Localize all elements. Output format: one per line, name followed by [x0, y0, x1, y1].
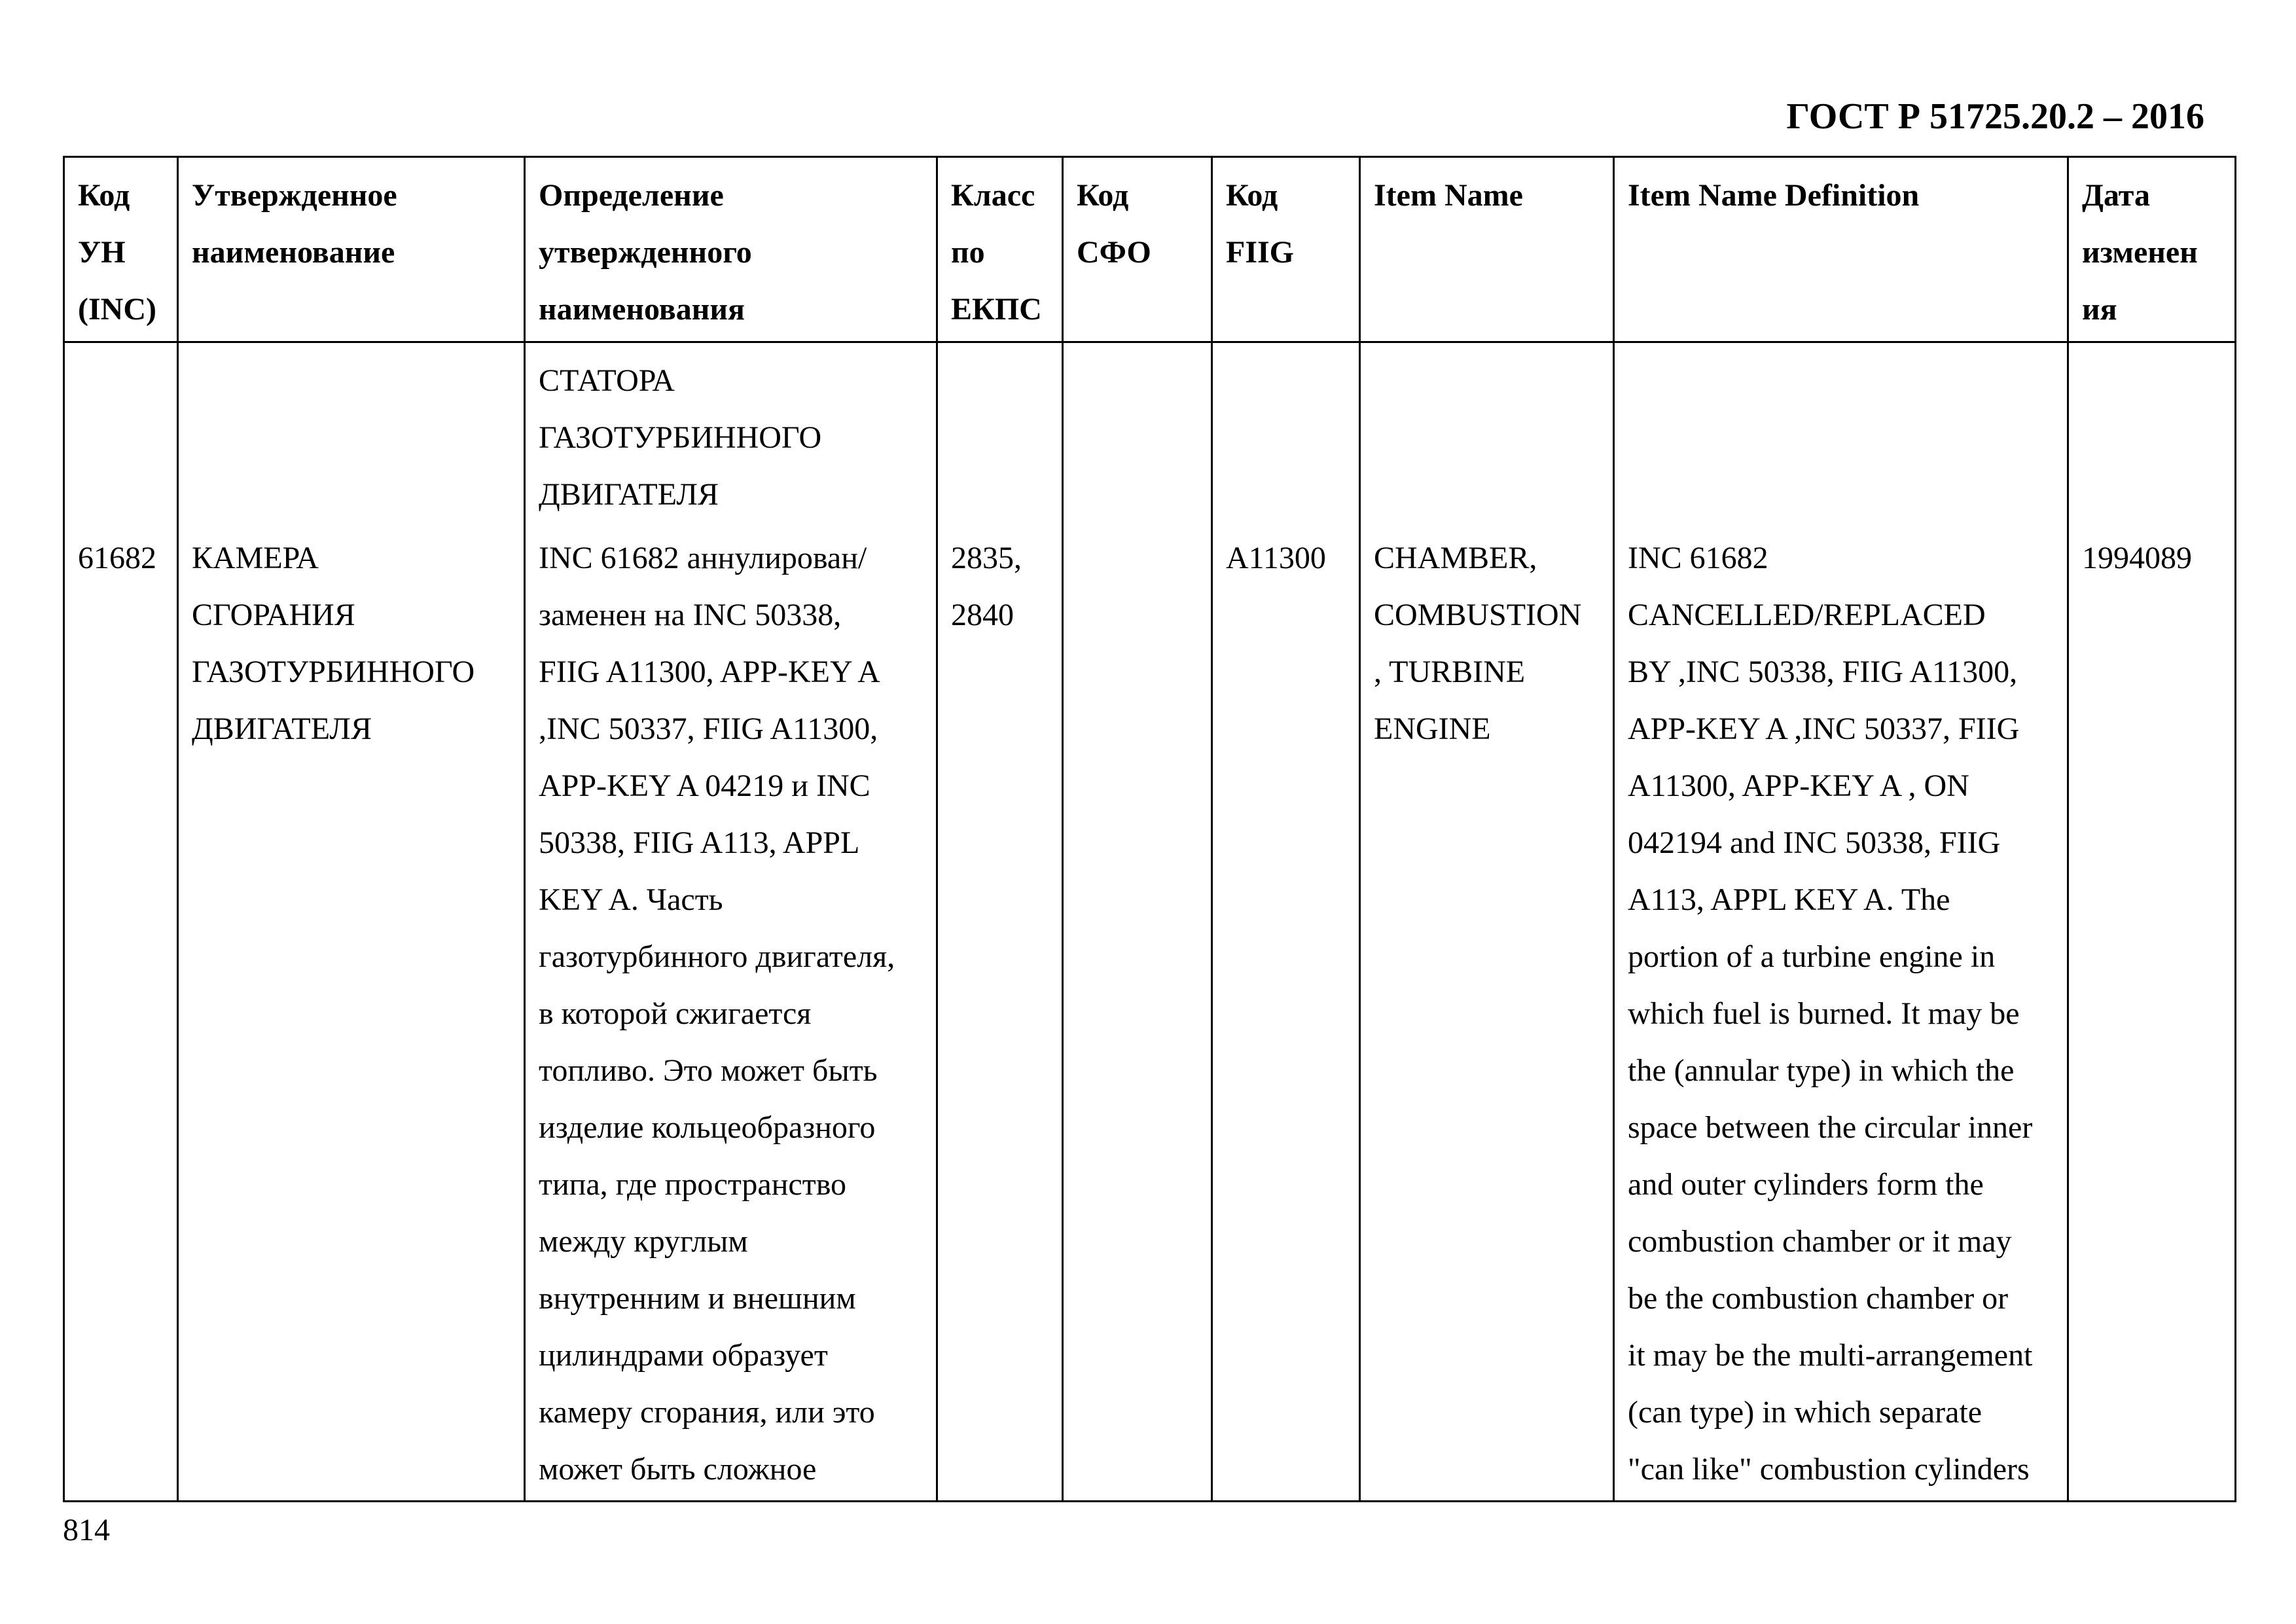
cell-item-name: CHAMBER, COMBUSTION , TURBINE ENGINE [1360, 523, 1614, 1502]
column-header-class: Класс по ЕКПС [937, 157, 1063, 342]
cell-item-name [1360, 342, 1614, 524]
cell-fiig: A11300 [1212, 523, 1360, 1502]
cell-sfo [1063, 342, 1212, 524]
column-header-inc: Код УН (INC) [64, 157, 178, 342]
table-row [64, 523, 2236, 1502]
cell-inc: 61682 [64, 523, 178, 1502]
table-row-continuation [64, 342, 2236, 524]
page-number: 814 [63, 1513, 110, 1547]
document-standard-header: ГОСТ Р 51725.20.2 – 2016 [1786, 96, 2204, 137]
cell-inc [64, 342, 178, 524]
column-header-item-name-definition: Item Name Definition [1614, 157, 2068, 342]
cell-definition: СТАТОРА ГАЗОТУРБИННОГО ДВИГАТЕЛЯ [525, 342, 937, 524]
column-header-change-date: Дата изменен ия [2068, 157, 2236, 342]
table-header-row [64, 157, 2236, 342]
column-header-approved-name: Утвержденное наименование [178, 157, 525, 342]
cell-item-name-definition [1614, 342, 2068, 524]
column-header-definition: Определение утвержденного наименования [525, 157, 937, 342]
cell-fiig [1212, 342, 1360, 524]
nomenclature-table [63, 156, 2236, 1502]
column-header-fiig: Код FIIG [1212, 157, 1360, 342]
cell-definition: INC 61682 аннулирован/ заменен на INC 50338, FIIG A11300, APP-KEY A ,INC 50337, FIIG A11300, APP-KEY A 04219 и INC 50338, FIIG A113, APPL KEY A. Часть газотурбинного двигателя, в которой сжигается топливо. Это может быть изделие кольцеобразного типа, где пространство между круглым внутренним и внешним цилиндрами образует камеру сгорания, или это может быть сложное [525, 523, 937, 1502]
cell-approved-name [178, 342, 525, 524]
cell-class: 2835, 2840 [937, 523, 1063, 1502]
column-header-sfo: Код СФО [1063, 157, 1212, 342]
cell-approved-name: КАМЕРА СГОРАНИЯ ГАЗОТУРБИННОГО ДВИГАТЕЛЯ [178, 523, 525, 1502]
cell-change-date [2068, 342, 2236, 524]
cell-class [937, 342, 1063, 524]
cell-sfo [1063, 523, 1212, 1502]
cell-item-name-definition: INC 61682 CANCELLED/REPLACED BY ,INC 50338, FIIG A11300, APP-KEY A ,INC 50337, FIIG A11300, APP-KEY A , ON 042194 and INC 50338, FIIG A113, APPL KEY A. The portion of a turbine engine in which fuel is burned. It may be the (annular type) in which the space between the circular inner and outer cylinders form the combustion chamber or it may be the combustion chamber or it may be the multi-arrangement (can type) in which separate "can like" combustion cylinders [1614, 523, 2068, 1502]
column-header-item-name: Item Name [1360, 157, 1614, 342]
cell-change-date: 1994089 [2068, 523, 2236, 1502]
